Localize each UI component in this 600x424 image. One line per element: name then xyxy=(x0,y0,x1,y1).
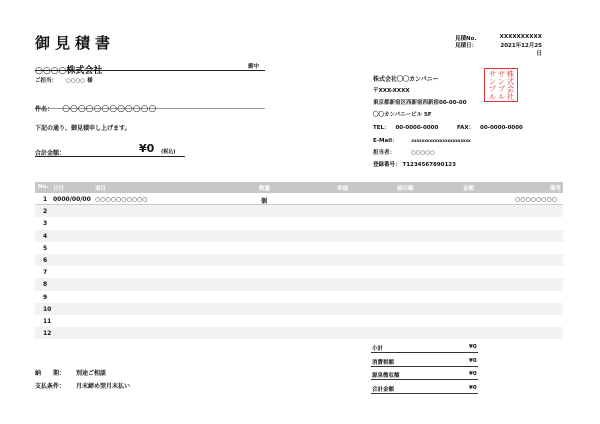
summary-value: ¥0 xyxy=(469,371,477,377)
row-no: 7 xyxy=(43,269,48,277)
reg-value: T1234567890123 xyxy=(402,162,456,168)
tax-note: (税込) xyxy=(161,149,176,155)
company-address1: 東京都新宿区西新宿西新宿00-00-00 xyxy=(373,100,467,106)
subject-label: 件名： xyxy=(35,106,54,113)
row-no: 8 xyxy=(43,281,48,289)
table-row xyxy=(35,242,563,254)
col-date: 日付 xyxy=(53,186,65,192)
estimate-date-label: 見積日： xyxy=(455,43,478,49)
subject-block xyxy=(35,96,265,114)
summary-row xyxy=(371,355,478,367)
col-note: 備考 xyxy=(550,186,562,192)
col-no: No. xyxy=(38,184,49,190)
summary-label: 小計 xyxy=(372,346,384,352)
company-seal: 株式会社 サンプル サンプル xyxy=(484,68,518,102)
client-suffix: 御中 xyxy=(247,64,259,70)
reg-label: 登録番号： xyxy=(373,162,401,168)
row-no: 12 xyxy=(43,330,52,338)
rep-row xyxy=(373,148,523,156)
rep-value: ○○○○○ xyxy=(410,150,435,156)
table-row xyxy=(35,193,563,205)
table-row xyxy=(35,303,563,315)
delivery-value: 別途ご相談 xyxy=(76,370,107,377)
table-row xyxy=(35,278,563,290)
document-title: 御見積書 xyxy=(35,34,116,52)
summary-value: ¥0 xyxy=(469,384,477,391)
table-header xyxy=(35,182,563,193)
col-qty: 数量 xyxy=(259,186,271,192)
estimate-no-label: 見積No. xyxy=(455,36,477,42)
estimate-date-value: 2021年12月25日 xyxy=(500,43,542,57)
fax-label: FAX： xyxy=(457,125,475,131)
company-postal: 〒XXX-XXXX xyxy=(373,88,410,94)
delivery-label: 納 期： xyxy=(35,370,66,377)
total-value: ¥0 xyxy=(139,142,155,155)
summary-row xyxy=(371,382,478,394)
col-unit-price: 単価 xyxy=(337,186,349,192)
row-no: 11 xyxy=(43,318,52,325)
summary-label: 消費税額 xyxy=(372,359,395,366)
company-address2: 〇〇カンパニービル 5F xyxy=(373,112,432,118)
table-row xyxy=(35,254,563,266)
row-item: ○○○○○○○○○○ xyxy=(95,196,148,203)
summary-value: ¥0 xyxy=(469,344,477,350)
summary-value: ¥0 xyxy=(469,357,477,364)
client-block xyxy=(35,58,265,76)
email-row xyxy=(373,136,523,144)
table-row xyxy=(35,230,563,242)
payment-value: 月末締め翌月末払い xyxy=(76,383,131,390)
summary-label: 合計金額 xyxy=(372,386,395,393)
person-value: ○○○○ 様 xyxy=(66,78,93,84)
subject-value: ○○○○○○○○○○○○ xyxy=(62,104,157,114)
table-row xyxy=(35,205,563,217)
tel-value: 00-0000-0000 xyxy=(395,125,439,131)
email-value: xxxxxxxxxxxxxxxxxxxxxxx xyxy=(411,138,471,143)
row-qty: 個 xyxy=(261,198,268,205)
payment-label: 支払条件： xyxy=(35,383,66,390)
summary-label: 源泉徴収額 xyxy=(372,373,400,379)
intro-text: 下記の通り、御見積申し上げます。 xyxy=(35,125,131,132)
tel-label: TEL： xyxy=(373,125,390,131)
row-no: 4 xyxy=(43,232,48,240)
estimate-no-value: XXXXXXXXXX xyxy=(499,34,542,40)
rep-label: 担当者： xyxy=(373,150,396,156)
col-amount: 金額 xyxy=(463,186,475,192)
row-no: 10 xyxy=(43,305,52,313)
fax-row xyxy=(457,123,523,131)
table-row xyxy=(35,327,563,339)
row-no: 2 xyxy=(43,208,48,216)
row-no: 1 xyxy=(43,196,48,203)
row-date: 0000/00/00 xyxy=(53,196,91,203)
row-no: 9 xyxy=(43,293,48,301)
row-no: 6 xyxy=(43,257,48,264)
table-row xyxy=(35,266,563,278)
total-block xyxy=(35,142,185,157)
table-row xyxy=(35,315,563,327)
total-label: 合計金額： xyxy=(35,150,66,157)
summary-row xyxy=(371,368,478,380)
email-label: E-Mail： xyxy=(373,138,398,144)
table-row xyxy=(35,217,563,229)
row-no: 3 xyxy=(43,220,48,228)
registration-row xyxy=(373,160,523,168)
summary-row xyxy=(371,341,478,353)
company-name: 株式会社〇〇カンパニー xyxy=(373,76,439,83)
row-no: 5 xyxy=(43,244,48,252)
row-note: ○○○○○○○○ xyxy=(515,196,557,203)
col-item: 項目 xyxy=(95,186,107,192)
fax-value: 00-0000-0000 xyxy=(480,125,523,131)
person-label: ご担当： xyxy=(35,78,58,84)
client-name: ○○○○株式会社 xyxy=(35,66,103,76)
col-discount: 値引額 xyxy=(397,186,414,192)
table-row xyxy=(35,291,563,303)
